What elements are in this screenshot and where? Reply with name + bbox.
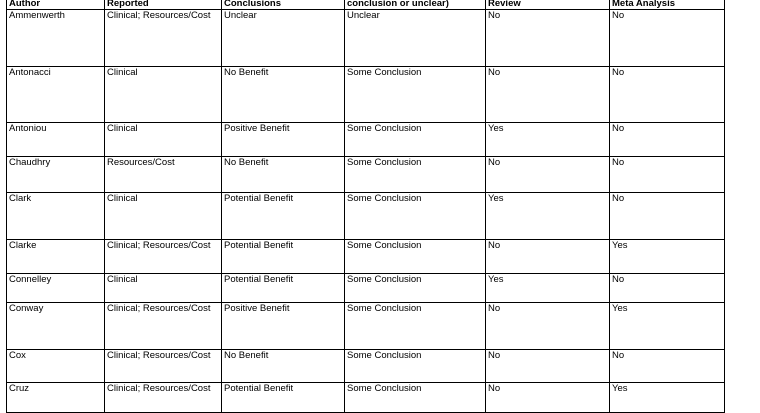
cell-author: Ammenwerth: [7, 10, 105, 67]
cell-reported: Clinical: [105, 123, 222, 157]
cell-reported: Clinical; Resources/Cost: [105, 10, 222, 67]
cell-conclusion-status: Some Conclusion: [345, 123, 486, 157]
table-row: [7, 10, 725, 67]
cell-conclusion-status: Some Conclusion: [345, 383, 486, 413]
header-conclusions: Conclusions: [222, 0, 345, 10]
cell-reported: Clinical; Resources/Cost: [105, 383, 222, 413]
cell-review: No: [486, 383, 610, 413]
cell-meta-analysis: No: [610, 350, 725, 383]
header-row: [7, 0, 725, 10]
header-conclusion-status: conclusion or unclear): [345, 0, 486, 10]
cell-conclusions: Potential Benefit: [222, 193, 345, 240]
cell-meta-analysis: No: [610, 10, 725, 67]
cell-author: Conway: [7, 303, 105, 350]
cell-conclusion-status: Unclear: [345, 10, 486, 67]
cell-conclusion-status: Some Conclusion: [345, 350, 486, 383]
cell-reported: Clinical: [105, 193, 222, 240]
cell-conclusions: Unclear: [222, 10, 345, 67]
table-row: [7, 383, 725, 413]
table-row: [7, 303, 725, 350]
cell-reported: Resources/Cost: [105, 157, 222, 193]
cell-conclusions: No Benefit: [222, 67, 345, 123]
table-row: [7, 157, 725, 193]
cell-conclusion-status: Some Conclusion: [345, 67, 486, 123]
cell-meta-analysis: Yes: [610, 383, 725, 413]
studies-table: [6, 0, 725, 413]
cell-conclusions: No Benefit: [222, 157, 345, 193]
header-author: Author: [7, 0, 105, 10]
cell-meta-analysis: No: [610, 123, 725, 157]
cell-review: No: [486, 157, 610, 193]
cell-review: Yes: [486, 123, 610, 157]
cell-conclusions: Potential Benefit: [222, 274, 345, 303]
table-row: [7, 240, 725, 274]
cell-meta-analysis: No: [610, 157, 725, 193]
cell-reported: Clinical: [105, 274, 222, 303]
cell-review: No: [486, 303, 610, 350]
cell-meta-analysis: Yes: [610, 303, 725, 350]
table-row: [7, 193, 725, 240]
cell-reported: Clinical; Resources/Cost: [105, 240, 222, 274]
cell-review: Yes: [486, 274, 610, 303]
cell-conclusion-status: Some Conclusion: [345, 303, 486, 350]
cell-conclusion-status: Some Conclusion: [345, 193, 486, 240]
cell-author: Antonacci: [7, 67, 105, 123]
cell-conclusions: Positive Benefit: [222, 123, 345, 157]
cell-conclusion-status: Some Conclusion: [345, 274, 486, 303]
cell-conclusions: Potential Benefit: [222, 240, 345, 274]
cell-reported: Clinical; Resources/Cost: [105, 303, 222, 350]
cell-conclusion-status: Some Conclusion: [345, 157, 486, 193]
cell-review: No: [486, 350, 610, 383]
cell-meta-analysis: No: [610, 67, 725, 123]
cell-conclusions: No Benefit: [222, 350, 345, 383]
cell-meta-analysis: Yes: [610, 240, 725, 274]
cell-review: No: [486, 67, 610, 123]
cell-author: Connelley: [7, 274, 105, 303]
cell-meta-analysis: No: [610, 274, 725, 303]
cell-review: No: [486, 240, 610, 274]
cell-reported: Clinical; Resources/Cost: [105, 350, 222, 383]
cell-author: Cruz: [7, 383, 105, 413]
cell-author: Antoniou: [7, 123, 105, 157]
cell-conclusion-status: Some Conclusion: [345, 240, 486, 274]
cell-review: Yes: [486, 193, 610, 240]
header-meta-analysis: Meta Analysis: [610, 0, 725, 10]
table-row: [7, 350, 725, 383]
table-body: [7, 10, 725, 413]
cell-author: Clarke: [7, 240, 105, 274]
cell-review: No: [486, 10, 610, 67]
cell-conclusions: Potential Benefit: [222, 383, 345, 413]
table-row: [7, 274, 725, 303]
cell-meta-analysis: No: [610, 193, 725, 240]
header-reported: Reported: [105, 0, 222, 10]
cell-author: Clark: [7, 193, 105, 240]
header-review: Review: [486, 0, 610, 10]
cell-reported: Clinical: [105, 67, 222, 123]
cell-author: Cox: [7, 350, 105, 383]
table-row: [7, 67, 725, 123]
table-row: [7, 123, 725, 157]
cell-author: Chaudhry: [7, 157, 105, 193]
cell-conclusions: Positive Benefit: [222, 303, 345, 350]
